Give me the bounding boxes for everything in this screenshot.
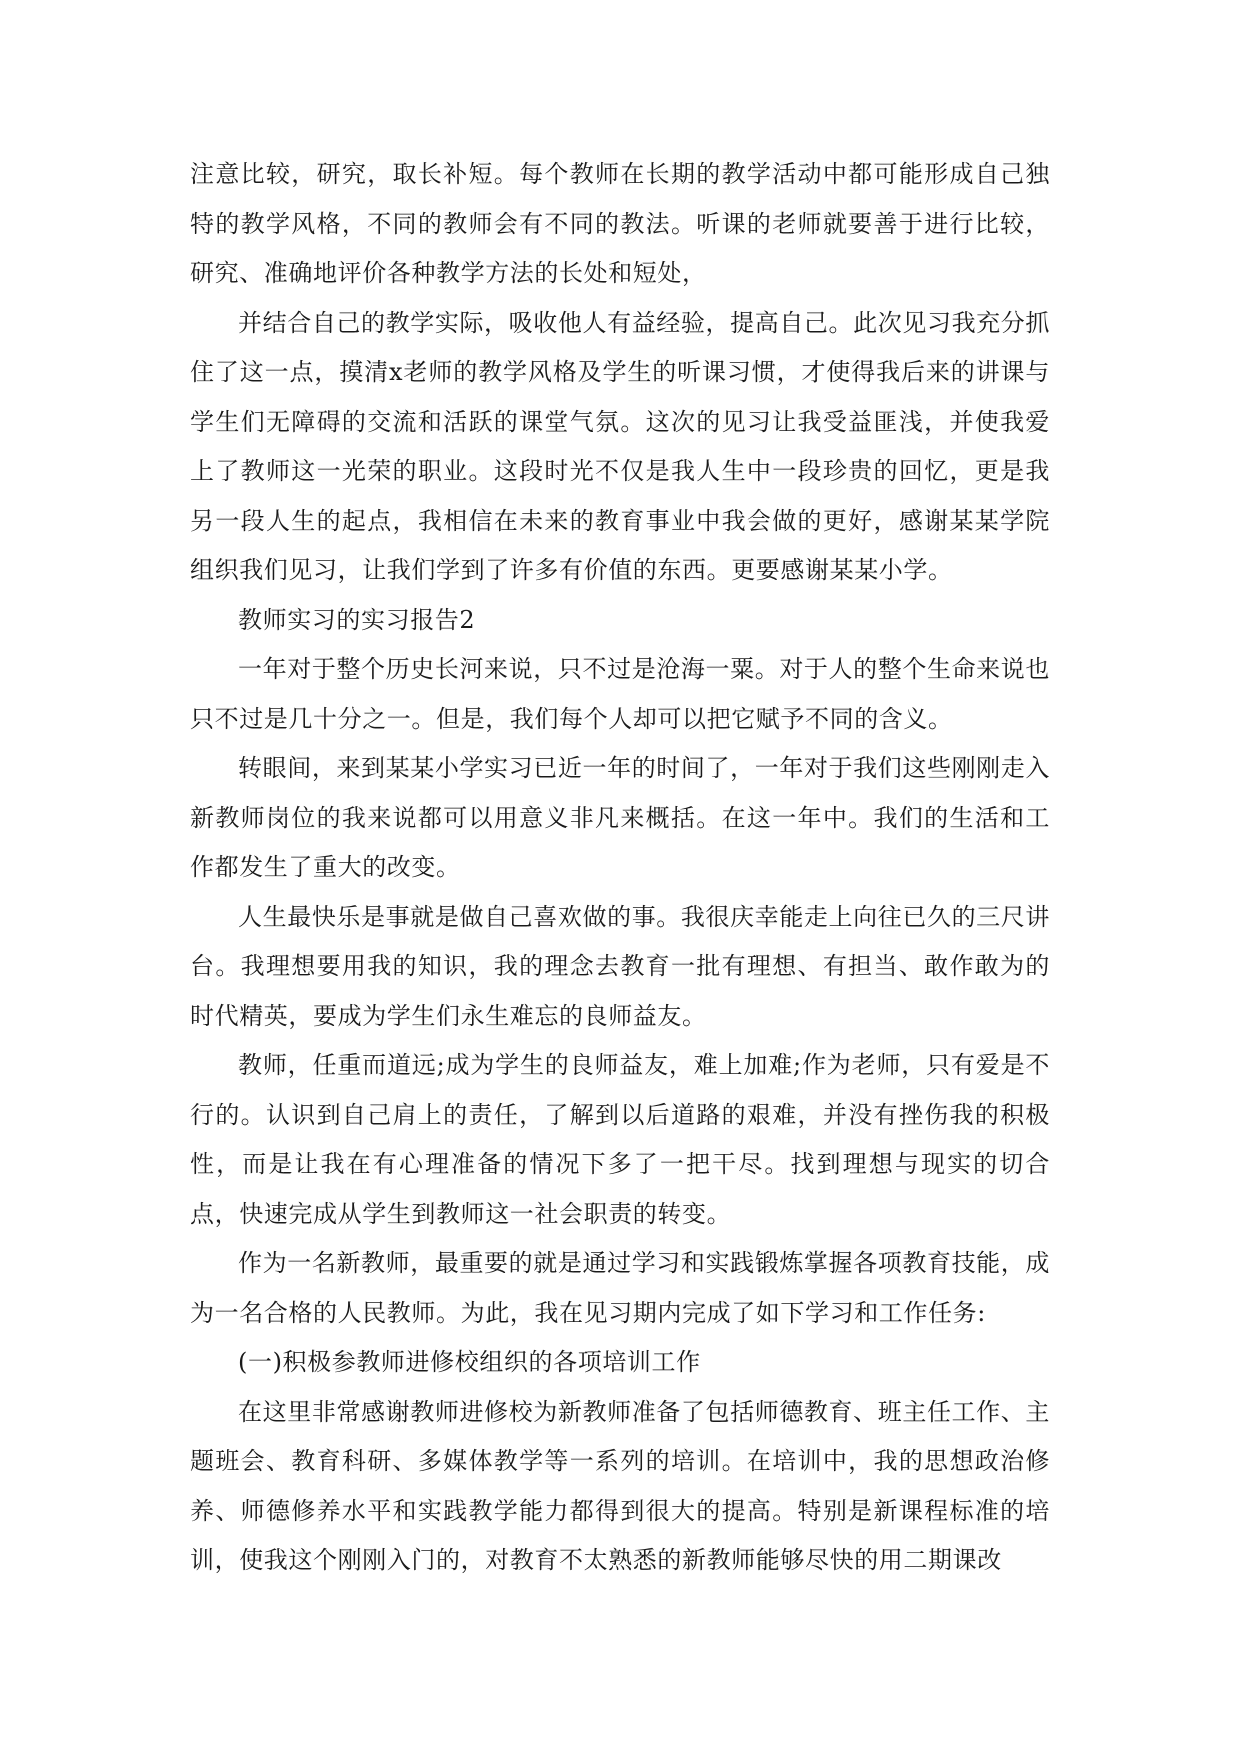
paragraph: 作为一名新教师，最重要的就是通过学习和实践锻炼掌握各项教育技能，成为一名合格的人民教师。为此，我在见习期内完成了如下学习和工作任务:: [190, 1249, 1050, 1327]
document-body: [190, 150, 1050, 1586]
paragraph: 教师，任重而道远;成为学生的良师益友，难上加难;作为老师，只有爱是不行的。认识到自己肩上的责任，了解到以后道路的艰难，并没有挫伤我的积极性，而是让我在有心理准备的情况下多了一把干尽。找到理想与现实的切合点，快速完成从学生到教师这一社会职责的转变。: [190, 1051, 1050, 1228]
section-heading: 教师实习的实习报告2: [238, 605, 476, 634]
paragraph: 在这里非常感谢教师进修校为新教师准备了包括师德教育、班主任工作、主题班会、教育科研、多媒体教学等一系列的培训。在培训中，我的思想政治修养、师德修养水平和实践教学能力都得到很大的提高。特别是新课程标准的培训，使我这个刚刚入门的，对教育不太熟悉的新教师能够尽快的用二期课改: [190, 1397, 1050, 1574]
paragraph: 并结合自己的教学实际，吸收他人有益经验，提高自己。此次见习我充分抓住了这一点，摸清x老师的教学风格及学生的听课习惯，才使得我后来的讲课与学生们无障碍的交流和活跃的课堂气氛。这次的见习让我受益匪浅，并使我爱上了教师这一光荣的职业。这段时光不仅是我人生中一段珍贵的回忆，更是我另一段人生的起点，我相信在未来的教育事业中我会做的更好，感谢某某学院组织我们见习，让我们学到了许多有价值的东西。更要感谢某某小学。: [190, 308, 1050, 584]
paragraph: 注意比较，研究，取长补短。每个教师在长期的教学活动中都可能形成自己独特的教学风格，不同的教师会有不同的教法。听课的老师就要善于进行比较，研究、准确地评价各种教学方法的长处和短处，: [190, 160, 1050, 287]
paragraph: 一年对于整个历史长河来说，只不过是沧海一粟。对于人的整个生命来说也只不过是几十分之一。但是，我们每个人却可以把它赋予不同的含义。: [190, 655, 1050, 733]
paragraph: 人生最快乐是事就是做自己喜欢做的事。我很庆幸能走上向往已久的三尺讲台。我理想要用我的知识，我的理念去教育一批有理想、有担当、敢作敢为的时代精英，要成为学生们永生难忘的良师益友。: [190, 902, 1050, 1030]
subsection-heading: (一)积极参教师进修校组织的各项培训工作: [238, 1348, 701, 1376]
paragraph: 转眼间，来到某某小学实习已近一年的时间了，一年对于我们这些刚刚走入新教师岗位的我来说都可以用意义非凡来概括。在这一年中。我们的生活和工作都发生了重大的改变。: [190, 754, 1050, 881]
